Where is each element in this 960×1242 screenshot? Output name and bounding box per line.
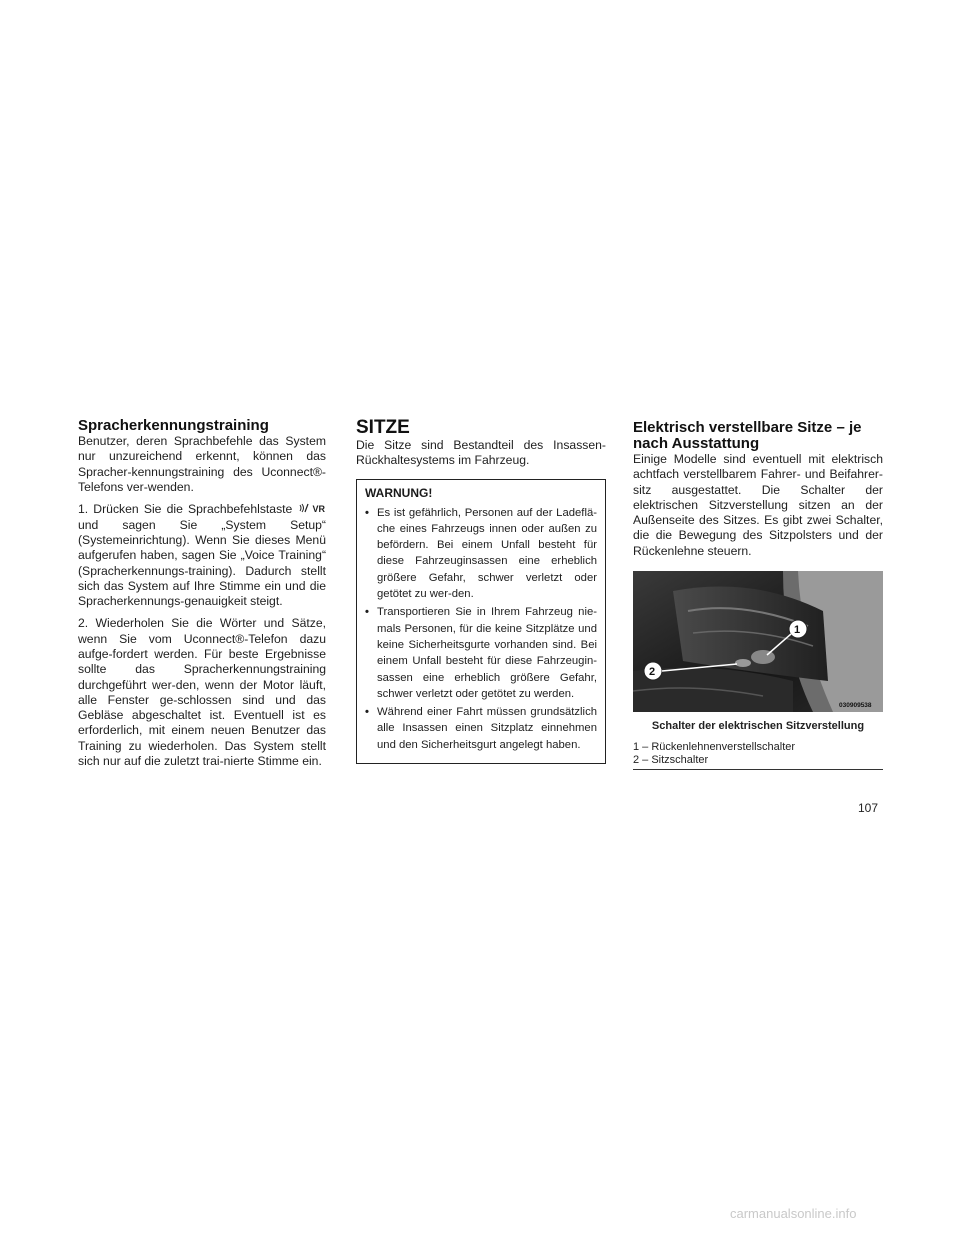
warning-item: • Während einer Fahrt müssen grundsätzlich alle Insassen einen Sitzplatz einnehmen und den Sicherheitsgurt angelegt haben.	[365, 706, 597, 751]
photo-caption: Schalter der elektrischen Sitzverstellung	[651, 720, 865, 733]
legend-item-2: 2 – Sitzschalter	[633, 754, 709, 767]
warning-item: • Transportieren Sie in Ihrem Fahrzeug nie-mals Personen, für die keine Sitzplätze und keine Sicherheitsgurte vorhanden sind. Bei einem Unfall besteht für diese Fahrzeugin-sassen eine erheblich größere Gefahr, schwer verletzt oder getötet zu werden.	[365, 606, 597, 700]
bullet-icon: •	[365, 606, 369, 619]
voice-training-intro: Benutzer, deren Sprachbefehle das System nur unzureichend erkennt, können das Spracher-kennungstraining des Uconnect®-Telefons ver-wenden.	[78, 434, 326, 494]
voice-command-icon-label: VR	[312, 504, 326, 515]
column-power-seats	[633, 420, 883, 770]
callout-1-label: 1	[794, 624, 801, 637]
step-1-text-before: 1. Drücken Sie die Sprachbefehlstaste	[78, 502, 293, 517]
warning-item: • Es ist gefährlich, Personen auf der Ladeflä-che eines Fahrzeugs innen oder außen zu befördern. Bei einem Unfall besteht für diese Fahrzeuginsassen eine erheblich größere Gefahr, schwer verletzt oder getötet zu wer-den.	[365, 506, 597, 601]
warning-title: WARNUNG!	[365, 485, 433, 500]
page-number: 107	[858, 801, 879, 815]
column-seats	[356, 418, 606, 764]
seat-switch-photo	[633, 571, 883, 712]
seats-intro: Die Sitze sind Bestandteil des Insassen-Rückhaltesystems im Fahrzeug.	[356, 438, 606, 468]
photo-code: 030909538	[839, 702, 872, 710]
warning-list	[365, 505, 597, 753]
column-voice-training	[78, 418, 326, 769]
power-seats-intro: Einige Modelle sind eventuell mit elektrisch achtfach verstellbarem Fahrer- und Beifahrer-sitz ausgestattet. Die Schalter der elektrischen Sitzverstellung sitzen an der Außenseite des Sitzes. Es gibt zwei Schalter, die die Bewegung des Sitzpolsters und der Rückenlehne steuern.	[633, 452, 883, 558]
voice-training-step-1	[78, 502, 326, 609]
legend-item-1: 1 – Rückenlehnenverstellschalter	[633, 741, 796, 754]
section-heading-power-seats: Elektrisch verstellbare Sitze – je nach Ausstattung	[633, 419, 862, 452]
watermark: carmanualsonline.info	[730, 1206, 857, 1221]
photo-legend	[633, 741, 883, 767]
legend-divider	[633, 769, 883, 770]
section-heading-seats: SITZE	[356, 417, 410, 438]
warning-box	[356, 479, 606, 764]
bullet-icon: •	[365, 506, 369, 519]
step-1-text-after: und sagen Sie „System Setup“ (Systemeinrichtung). Wenn Sie dieses Menü aufgerufen haben, sagen Sie „Voice Training“ (Spracherkennungs-training). Dadurch stellt sich das System auf Ihre Stimme ein und die Spracherkennungs-genauigkeit steigt.	[78, 517, 326, 609]
section-heading-voice-training: Spracherkennungstraining	[78, 417, 269, 434]
bullet-icon: •	[365, 706, 369, 719]
callout-2-label: 2	[649, 666, 656, 679]
voice-training-step-2: 2. Wiederholen Sie die Wörter und Sätze, wenn Sie vom Uconnect®-Telefon dazu aufge-fordert werden. Für beste Ergebnisse sollte das Spracherkennungstraining durchgeführt wer-den, wenn der Motor läuft, alle Fenster ge-schlossen sind und das Gebläse abgeschaltet ist. Eventuell ist es erforderlich, mit einem neuen Benutzer das Training zu wiederholen. Das System stellt sich nur auf die zuletzt trai-nierte Stimme ein.	[78, 616, 326, 769]
voice-command-icon	[299, 502, 326, 517]
